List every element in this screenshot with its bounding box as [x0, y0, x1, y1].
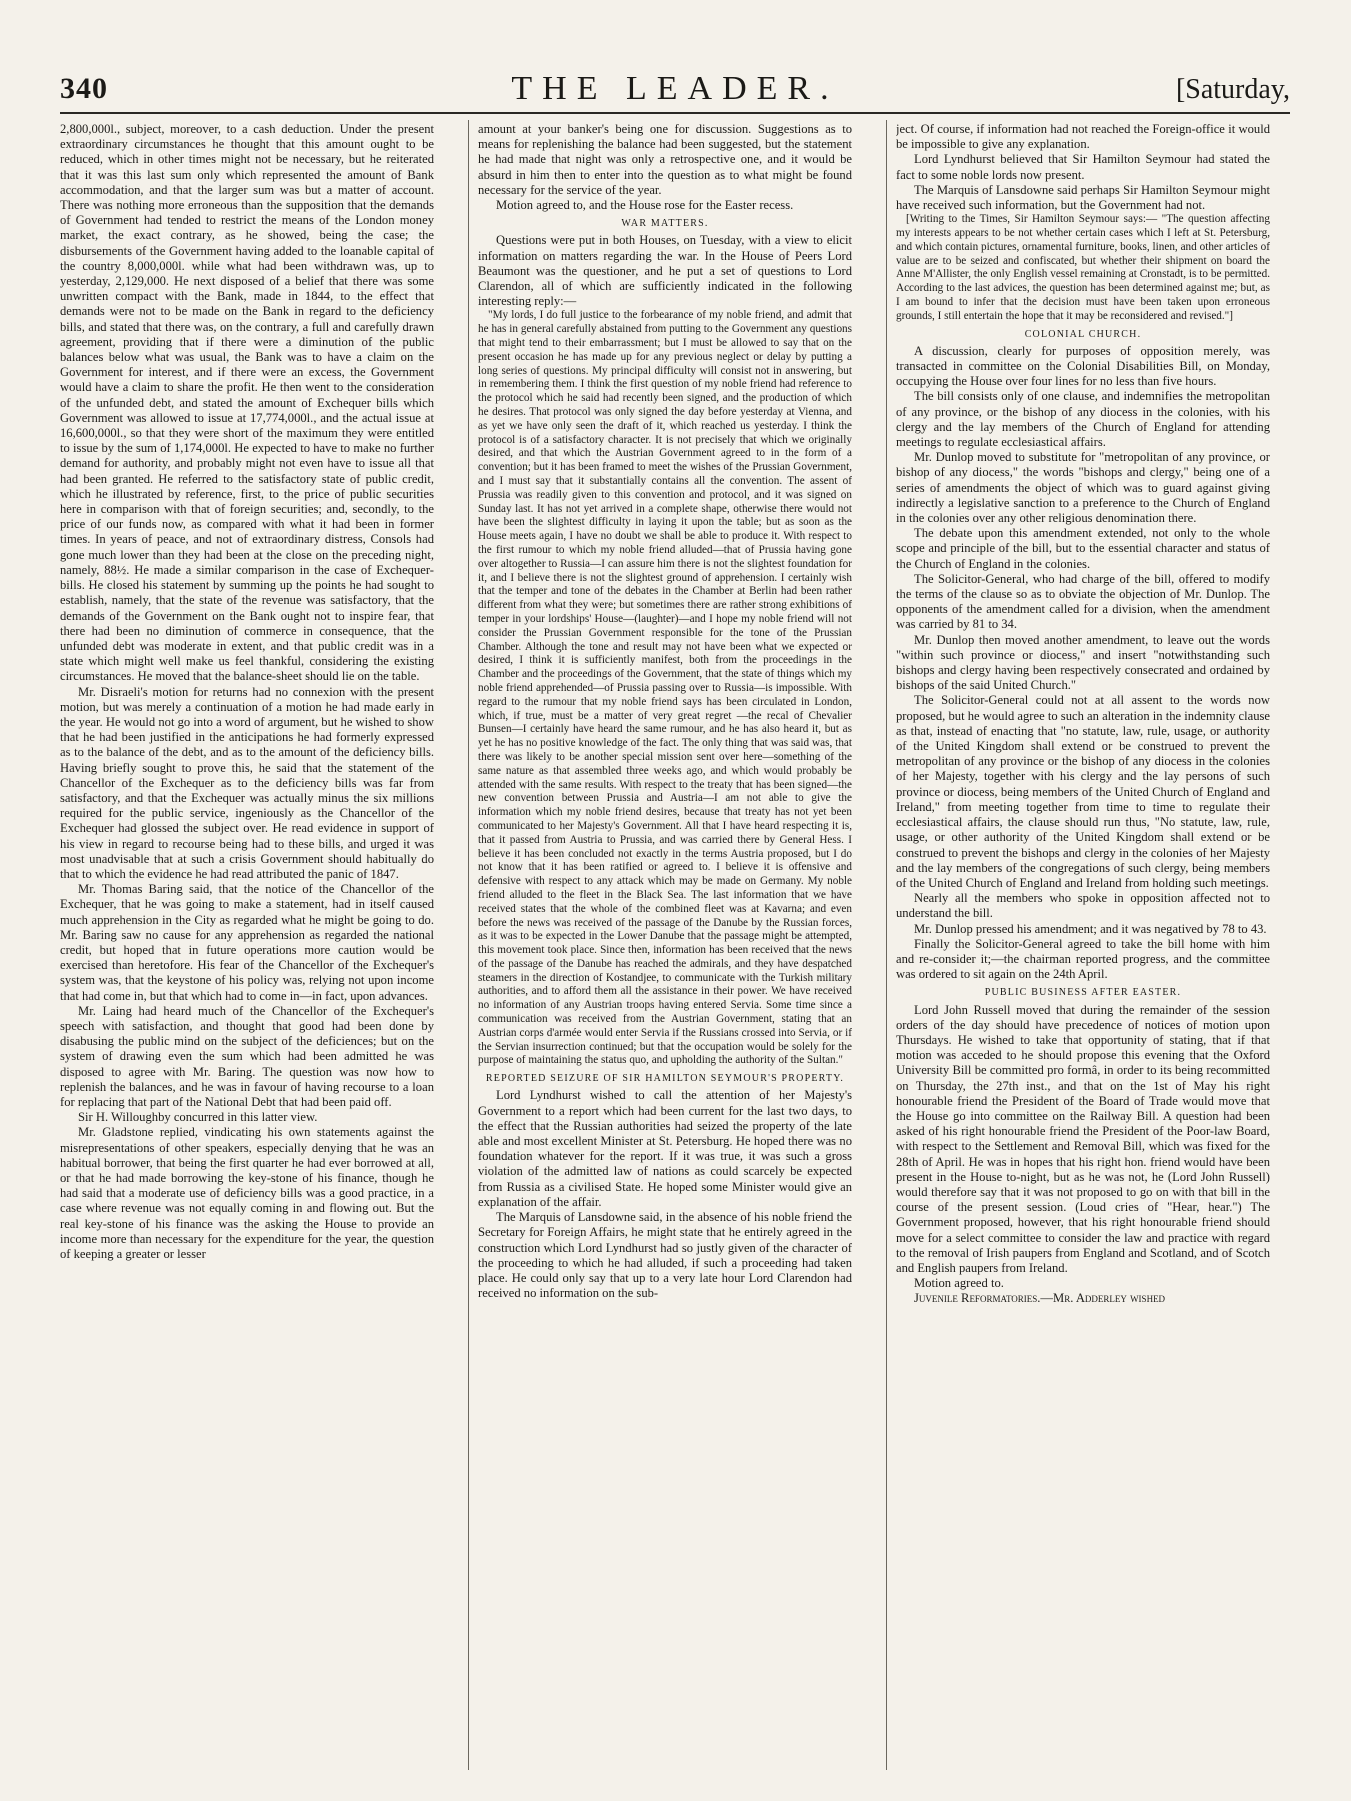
article-paragraph: Lord Lyndhurst wished to call the attention of her Majesty's Government to a report which had been current for the last two days, to the effect that the Russian authorities had seized the property of the late able and most excellent Minister at St. Petersburg. He hoped there was no foundation whatever for the report. If it was true, it was such a gross violation of the admitted law of nations as could scarcely be expected from Russia as a civilised State. He hoped some Minister would give an explanation of the affair.: [478, 1088, 852, 1209]
section-heading-seizure: REPORTED SEIZURE OF SIR HAMILTON SEYMOUR'S PROPERTY.: [485, 1073, 845, 1085]
column-3: [896, 122, 1270, 1772]
article-paragraph: The Solicitor-General could not at all assent to the words now proposed, but he would agree to such an alteration in the indemnity clause as that, instead of enacting that "no statute, law, rule, usage, or authority of the United Kingdom shall extend or be construed to prevent the metropolitan of any province or the bishop of any diocess in the colonies of her Majesty, together with his clergy and the lay persons of such province or diocess, being members of the United Church of England and Ireland," from meeting together from time to time to regulate their ecclesiastical affairs, the clause should run thus, "No statute, law, rule, usage, or other authority of the United Kingdom shall extend or be construed to prevent the bishops and clergy in the colonies of her Majesty and the lay members of the congregations of such clergy, being members of the United Church of England and Ireland from holding such meetings.: [896, 693, 1270, 890]
article-paragraph: Questions were put in both Houses, on Tuesday, with a view to elicit information on matters regarding the war. In the House of Peers Lord Beaumont was the questioner, and he put a set of questions to Lord Clarendon, all of which are sufficiently indicated in the following interesting reply:—: [478, 233, 852, 309]
article-paragraph: amount at your banker's being one for discussion. Suggestions as to means for replenishing the balance had been suggested, but the statement he had made that night was only a retrospective one, and it would be absurd in him then to enter into the question as to what might be found necessary for the service of the year.: [478, 122, 852, 197]
article-paragraph: Mr. Disraeli's motion for returns had no connexion with the present motion, but was merely a continuation of a motion he had made early in the year. He would not go into a word of argument, but he wished to show that he had been justified in the anticipations he had formerly expressed as to the balance of the debt, and as to the amount of the deficiency bills. Having briefly sought to prove this, he said that the statement of the Chancellor of the Exchequer as to the deficiency bills was far from satisfactory, and that the Exchequer was actually minus the six millions required for the public service, ingeniously as the Chancellor of the Exchequer had glossed the subject over. He read evidence in support of his view in regard to recourse being had to these bills, and urged it was most unadvisable that at such a crisis Government should habitually do that to which the evidence he had read attributed the panic of 1847.: [60, 684, 434, 881]
article-paragraph: Nearly all the members who spoke in opposition affected not to understand the bill.: [896, 891, 1270, 921]
column-divider: [468, 120, 469, 1770]
article-paragraph: ject. Of course, if information had not reached the Foreign-office it would be impossible to give any explanation.: [896, 122, 1270, 152]
article-paragraph: Mr. Dunlop then moved another amendment, to leave out the words "within such province or diocess," and insert "notwithstanding such bishops and clergy having been respectively consecrated and ordained by bishops of the said United Church.": [896, 632, 1270, 693]
article-paragraph: The Marquis of Lansdowne said, in the absence of his noble friend the Secretary for Foreign Affairs, he might state that he entirely agreed in the construction which Lord Lyndhurst had so justly given of the character of the proceeding to which he had alluded, if such a proceeding had taken place. He could only say that up to a very late hour Lord Clarendon had received no information on the sub-: [478, 1210, 852, 1301]
article-paragraph: A discussion, clearly for purposes of opposition merely, was transacted in committee on the Colonial Disabilities Bill, on Monday, occupying the House over four lines for no less than five hours.: [896, 343, 1270, 389]
article-paragraph: 2,800,000l., subject, moreover, to a cash deduction. Under the present extraordinary circumstances he thought that this amount ought to be reduced, which in other times might not be necessary, but he reiterated that it was this last sum only which represented the amount of Bank accommodation, and that the larger sum was but a matter of account. There was nothing more erroneous than the supposition that the demands of Government had tended to restrict the means of the London money market, the exact contrary, as he showed, being the case; the disbursements of the Government having added to the loanable capital of the country 8,000,000l. while what had been withdrawn was, up to yesterday, 2,129,000. He next disposed of a belief that there was some unwritten compact with the Bank, made in 1844, to the effect that demands were not to be made on the Bank in regard to the deficiency bills, and stated that there was, on the contrary, a full and carefully drawn agreement, providing that if there were a diminution of the public balances below what was usual, the Bank was to have a claim on the Government for interest, and if there were an excess, the Government would have a claim to share the profit. He then went to the consideration of the unfunded debt, and stated the amount of Exchequer bills which Government was allowed to issue at 17,774,000l., and the actual issue at 16,600,000l., so that they were short of the maximum they were entitled to issue by the sum of 1,174,000l. He expected to have to make no further demand for authority, and probably might not even have to issue all that had been granted. He referred to the satisfactory state of public credit, which he illustrated by reference, first, to the price of public securities here in comparison with that of foreign securities; and, secondly, to the price of our funds now, as compared with what it had been in former times. In years of peace, and not of extraordinary distress, Consols had gone much lower than they had been at the close on the preceding night, namely, 88½. He made a similar comparison in the case of Exchequer-bills. He closed his statement by summing up the points he had sought to establish, namely, that the state of the revenue was satisfactory, that the demands of the Government on the Bank ought not to inspire fear, that there had been no diminution of commerce in consequence, that the unfunded debt was moderate in extent, and that public credit was in a state which might well make us feel thankful, considering the existing circumstances. He moved that the balance-sheet should lie on the table.: [60, 122, 434, 684]
masthead: [60, 68, 1290, 108]
section-heading-public-business: PUBLIC BUSINESS AFTER EASTER.: [984, 987, 1182, 999]
article-paragraph: Mr. Thomas Baring said, that the notice of the Chancellor of the Exchequer, that he was going to make a statement, had in itself caused much apprehension in the City as regarded what he might be going to do. Mr. Baring saw no cause for any apprehension as regarded the national credit, but hoped that in future operations more caution would be exercised than heretofore. His fear of the Chancellor of the Exchequer's system was, that the keystone of his policy was, relying not upon income that had come in, but that which had to come in—in fact, upon advances.: [60, 882, 434, 1003]
article-paragraph: Juvenile Reformatories.—Mr. Adderley wished: [914, 1291, 1166, 1306]
times-letter-note: [Writing to the Times, Sir Hamilton Seymour says:— "The question affecting my interests appears to be not whether certain cases which I left at St. Petersburg, and which contain pictures, ornamental furniture, books, linen, and other articles of value are to be seized and confiscated, but whether their shipment on board the Anne M'Allister, the only English vessel remaining at Cronstadt, is to be permitted. According to the last advices, the question has been determined against me; but, as I am bound to infer that the decision must have been taken upon erroneous grounds, I still entertain the hope that it may be reconsidered and revised."]: [896, 213, 1270, 322]
article-paragraph: The Solicitor-General, who had charge of the bill, offered to modify the terms of the clause so as to obviate the objection of Mr. Dunlop. The opponents of the amendment called for a division, when the amendment was carried by 81 to 34.: [896, 571, 1270, 632]
article-paragraph: Lord Lyndhurst believed that Sir Hamilton Seymour had stated the fact to some noble lords now present.: [896, 152, 1270, 182]
article-paragraph: The bill consists only of one clause, and indemnifies the metropolitan of any province, or the bishop of any diocess in the colonies, with his clergy and the lay members of the Church of England for attending meetings to regulate ecclesiastical affairs.: [896, 389, 1270, 450]
column-1: [60, 122, 434, 1772]
column-divider: [886, 120, 887, 1770]
article-paragraph: Mr. Dunlop moved to substitute for "metropolitan of any province, or bishop of any diocess," the words "bishops and clergy," being one of a series of amendments the object of which was to guard against giving indirectly a legislative sanction to a preference to the Church of England in the colonies over any other religious denomination there.: [896, 450, 1270, 526]
issue-day: [Saturday,: [1175, 74, 1290, 105]
article-paragraph: Sir H. Willoughby concurred in this latter view.: [78, 1110, 318, 1125]
section-heading-war-matters: WAR MATTERS.: [621, 218, 709, 230]
article-paragraph: The debate upon this amendment extended, not only to the whole scope and principle of the bill, but to the essential character and status of the Church of England in the colonies.: [896, 526, 1270, 571]
article-paragraph: Lord John Russell moved that during the remainder of the session orders of the day should have precedence of notices of motion upon Thursdays. He wished to take that opportunity of stating, that if that motion was acceded to he should propose this evening that the Oxford University Bill be committed pro formâ, in order to its being recommitted on Thursday, the 27th inst., and that on the 1st of May his right honourable friend the President of the Board of Trade would move that the House go into committee on the Railway Bill. A question had been asked of his right honourable friend the President of the Poor-law Board, with respect to the Settlement and Removal Bill, which was fixed for the 28th of April. He was in hopes that his right hon. friend would have been present in the House to-night, but as he was not, he (Lord John Russell) would therefore say that it was not proposed to go on with that bill in the course of the present session. (Loud cries of "Hear, hear.") The Government proposed, however, that his right honourable friend should move for a select committee to consider the law and practice with regard to the removal of Irish paupers from England and Scotland, and of Scotch and English paupers from Ireland.: [896, 1002, 1270, 1275]
page-number: 340: [60, 72, 108, 105]
article-paragraph: Mr. Dunlop pressed his amendment; and it was negatived by 78 to 43.: [914, 921, 1267, 936]
section-heading-colonial-church: COLONIAL CHURCH.: [1024, 328, 1142, 340]
article-paragraph: Finally the Solicitor-General agreed to take the bill home with him and re-consider it;—the chairman reported progress, and the committee was ordered to sit again on the 24th April.: [896, 936, 1270, 982]
article-paragraph: Mr. Laing had heard much of the Chancellor of the Exchequer's speech with satisfaction, and thought that good had been done by disabusing the public mind on the subject of the deficiences; but on the system of drawing even the sum which had been admitted he was disposed to agree with Mr. Baring. The question was now how to replenish the balances, and he was in favour of having recourse to a loan for replacing that part of the National Debt that had been paid off.: [60, 1003, 434, 1109]
article-paragraph: Mr. Gladstone replied, vindicating his own statements against the misrepresentations of other speakers, especially denying that he was an habitual borrower, that being the first quarter he had ever borrowed at all, or that he had made borrowing the key-stone of his finance, though he had said that a moderate use of deficiency bills was a good practice, in a case where revenue was not equally coming in and flowing out. But the real key-stone of his finance was the asking the House to provide an income more than necessary for the expenditure for the year, the question of keeping a greater or lesser: [60, 1125, 434, 1262]
article-paragraph: The Marquis of Lansdowne said perhaps Sir Hamilton Seymour might have received such information, but the Government had not.: [896, 182, 1270, 213]
quoted-reply: "My lords, I do full justice to the forbearance of my noble friend, and admit that he has in general carefully abstained from putting to the Government any questions that might tend to their embarrassment; but I must be allowed to say that on the present occasion he has made up for any previous neglect or delay by putting a long series of questions. My principal difficulty will consist not in answering, but in remembering them. I think the first question of my noble friend had reference to the protocol which he said had recently been signed, and the production of which he desires. That protocol was only signed the day before yesterday at Vienna, and as yet we have only seen the draft of it, which reached us yesterday. I think the protocol is of a satisfactory character. It is not precisely that which we originally desired, and that which the Austrian Government agreed to in the form of a convention; but it has been framed to meet the wishes of the Prussian Government, and I must say that it substantially contains all the convention. The assent of Prussia was readily given to this convention and protocol, and it was signed on Sunday last. It has not yet arrived in a complete shape, otherwise there would not have been the slightest difficulty in laying it upon the table; but as soon as the House meets again, I have no doubt we shall be able to produce it. With respect to the first rumour to which my noble friend alluded—that of Prussia having gone over altogether to Russia—I can assure him there is not the slightest foundation for it, and I believe there is not the slightest ground of apprehension. I certainly wish that the temper and tone of the debates in the Chamber at Berlin had been rather different from what they were; but sometimes there are rather strong exhibitions of temper in your lordships' House—(laughter)—and I hope my noble friend will not consider the Prussian Government responsible for the tone of the Prussian Chamber. Although the tone and result may not have been what we expected or desired, I think it is sufficiently manifest, both from the proceedings in the Chamber and the proceedings of the Government, that the state of things which my noble friend apprehended—of Prussia passing over to Russia—is impossible. With regard to the rumour that my noble friend says has been circulated in London, which, if true, must be a matter of very great regret —the recal of Chevalier Bunsen—I certainly have heard the same rumour, and he has also heard it, but as yet he has no positive knowledge of the fact. The only thing that was said was, that there was likely to be another special mission sent over here—something of the same nature as that assembled three weeks ago, and which would probably be attended with the same results. With respect to the treaty that has been signed—the new convention between Prussia and Austria—I am not able to give the information which my noble friend desires, because that treaty has not yet been communicated to her Majesty's Government. All that I have heard respecting it is, that it passed from Austria to Prussia, and was carried there by General Hess. I believe it has been concluded not exactly in the terms Austria proposed, but I do not know that it has been ratified or agreed to. I believe it is offensive and defensive with respect to any attack which may be made on Germany. My noble friend alluded to the fleet in the Black Sea. The last information that we have received states that the whole of the combined fleet was at Kavarna; and even before the news was received of the passage of the Danube by the Russian forces, as it was to be expected in the Lower Danube that the passage might be attempted, this movement took place. Since then, information has been received that the news of the passage of the Danube has reached the admirals, and they have despatched steamers in the direction of Kostandjee, to communicate with the Turkish military authorities, and to afford them all the assistance in their power. We have received no information of any Austrian troops having entered Servia. Some time since a communication was received from the Austrian Government, stating that an Austrian corps d'armée would enter Servia if the Russians crossed into Servia, or if the Servian insurrection continued; but that the occupation would be solely for the purpose of maintaining the status quo, and upholding the authority of the Sultan.": [478, 309, 852, 1067]
article-paragraph: Motion agreed to.: [914, 1276, 1004, 1291]
publication-title: THE LEADER.: [511, 70, 839, 107]
article-paragraph: Motion agreed to, and the House rose for the Easter recess.: [496, 198, 794, 213]
column-2: [478, 122, 852, 1772]
masthead-rule: [60, 112, 1290, 114]
